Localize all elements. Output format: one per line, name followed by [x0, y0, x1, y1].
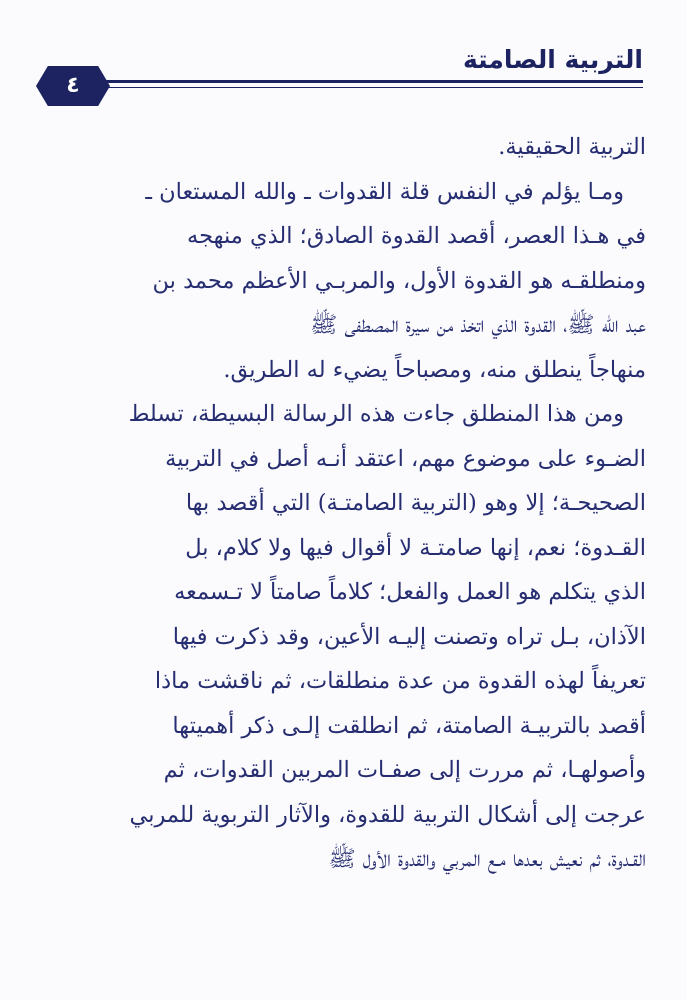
page-number: ٤: [66, 73, 80, 98]
text-line: الضـوء على موضوع مهم، اعتقد أنـه أصل في التربية: [165, 445, 646, 472]
header-rule-thin: [104, 87, 643, 88]
page-header: [0, 0, 687, 110]
text-line: تعريفاً لهذه القدوة من عدة منطلقات، ثم ناقشت ماذا: [154, 668, 646, 694]
text-line: وأصولهـا، ثم مررت إلى صفـات المربين القدوات، ثم: [163, 757, 646, 783]
text-line: عبد الله ﷺ، القدوة الذي اتخذ من سيرة المصطفى ﷺ: [310, 312, 646, 338]
running-title: التربية الصامتة: [463, 45, 643, 74]
header-rule: [104, 80, 643, 83]
text-line: ومن هذا المنطلق جاءت هذه الرسالة البسيطة، تسلط: [128, 401, 624, 427]
text-line: عرجت إلى أشكال التربية للقدوة، والآثار التربوية للمربي: [129, 801, 646, 828]
body-text: [38, 125, 646, 882]
text-line: التربية الحقيقية.: [498, 134, 646, 160]
text-line: في هـذا العصر، أقصد القدوة الصادق؛ الذي منهجه: [187, 223, 646, 249]
text-line: الصحيحـة؛ إلا وهو (التربية الصامتـة) التي أقصد بها: [185, 490, 646, 516]
text-line: ومـا يؤلم في النفس قلة القدوات ـ والله المستعان ـ: [145, 178, 624, 205]
text-line: الآذان، بـل تراه وتصنت إليـه الأعين، وقد ذكرت فيها: [172, 623, 646, 650]
text-line: منهاجاً ينطلق منه، ومصباحاً يضيء له الطريق.: [223, 356, 646, 383]
text-line: ومنطلقـه هو القدوة الأول، والمربـي الأعظم محمد بن: [152, 267, 646, 294]
text-line: الذي يتكلم هو العمل والفعل؛ كلاماً صامتاً لا تـسمعه: [174, 579, 646, 605]
text-line: أقصد بالتربيـة الصامتة، ثم انطلقت إلـى ذكر أهميتها: [172, 712, 646, 739]
text-line: القـدوة، ثم نعيش بعدها مـع المربي والقدوة الأول ﷺ: [328, 846, 646, 872]
text-line: القـدوة؛ نعم، إنها صامتـة لا أقوال فيها ولا كلام، بل: [185, 534, 646, 561]
